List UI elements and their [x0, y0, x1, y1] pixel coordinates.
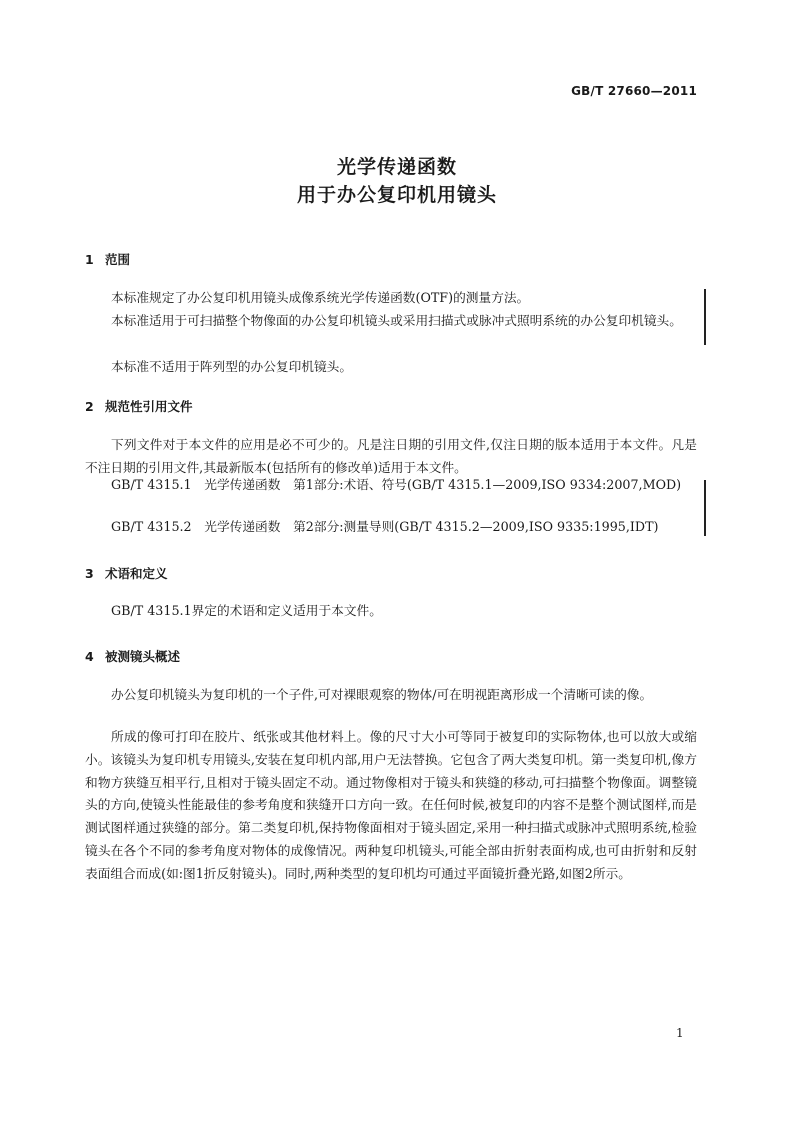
section-heading-terms: [85, 564, 168, 582]
section-heading-lens-overview: [85, 647, 180, 665]
section-title: 规范性引用文件: [105, 399, 193, 414]
change-bar: [704, 289, 706, 345]
standard-number: GB/T 27660—2011: [571, 84, 697, 98]
section-number: 2: [85, 399, 94, 414]
page-number: 1: [676, 1026, 684, 1040]
paragraph: 本标准规定了办公复印机用镜头成像系统光学传递函数(OTF)的测量方法。: [111, 290, 530, 305]
reference-item: GB/T 4315.2 光学传递函数 第2部分:测量导则(GB/T 4315.2—2009,ISO 9335:1995,IDT): [111, 519, 659, 534]
section-number: 4: [85, 649, 94, 664]
reference-item: GB/T 4315.1 光学传递函数 第1部分:术语、符号(GB/T 4315.1—2009,ISO 9334:2007,MOD): [111, 477, 682, 492]
section-title: 范围: [105, 252, 131, 267]
paragraph: GB/T 4315.1界定的术语和定义适用于本文件。: [111, 603, 382, 618]
paragraph: 本标准不适用于阵列型的办公复印机镜头。: [111, 359, 353, 374]
document-title-line1: 光学传递函数: [336, 156, 457, 178]
paragraph: 本标准适用于可扫描整个物像面的办公复印机镜头或采用扫描式或脉冲式照明系统的办公复印机镜头。: [111, 313, 682, 328]
section-title: 被测镜头概述: [105, 649, 181, 664]
section-heading-normative-references: [85, 397, 193, 415]
change-bar: [704, 480, 706, 536]
section-number: 1: [85, 252, 94, 267]
paragraph: 办公复印机镜头为复印机的一个子件,可对裸眼观察的物体/可在明视距离形成一个清晰可读的像。: [111, 687, 653, 702]
document-title-line2: 用于办公复印机用镜头: [296, 184, 497, 206]
paragraph: 下列文件对于本文件的应用是必不可少的。凡是注日期的引用文件,仅注日期的版本适用于本文件。凡是不注日期的引用文件,其最新版本(包括所有的修改单)适用于本文件。: [85, 437, 697, 475]
section-heading-scope: [85, 250, 130, 268]
section-number: 3: [85, 566, 94, 581]
section-title: 术语和定义: [105, 566, 168, 581]
paragraph: 所成的像可打印在胶片、纸张或其他材料上。像的尺寸大小可等同于被复印的实际物体,也可以放大或缩小。该镜头为复印机专用镜头,安装在复印机内部,用户无法替换。它包含了两大类复印机。第一类复印机,像方和物方狭缝互相平行,且相对于镜头固定不动。通过物像相对于镜头和狭缝的移动,可扫描整个物像面。调整镜头的方向,使镜头性能最佳的参考角度和狭缝开口方向一致。在任何时候,被复印的内容不是整个测试图样,而是测试图样通过狭缝的部分。第二类复印机,保持物像面相对于镜头固定,采用一种扫描式或脉冲式照明系统,检验镜头在各个不同的参考角度对物体的成像情况。两种复印机镜头,可能全部由折射表面构成,也可由折射和反射表面组合而成(如:图1折反射镜头)。同时,两种类型的复印机均可通过平面镜折叠光路,如图2所示。: [85, 729, 697, 881]
